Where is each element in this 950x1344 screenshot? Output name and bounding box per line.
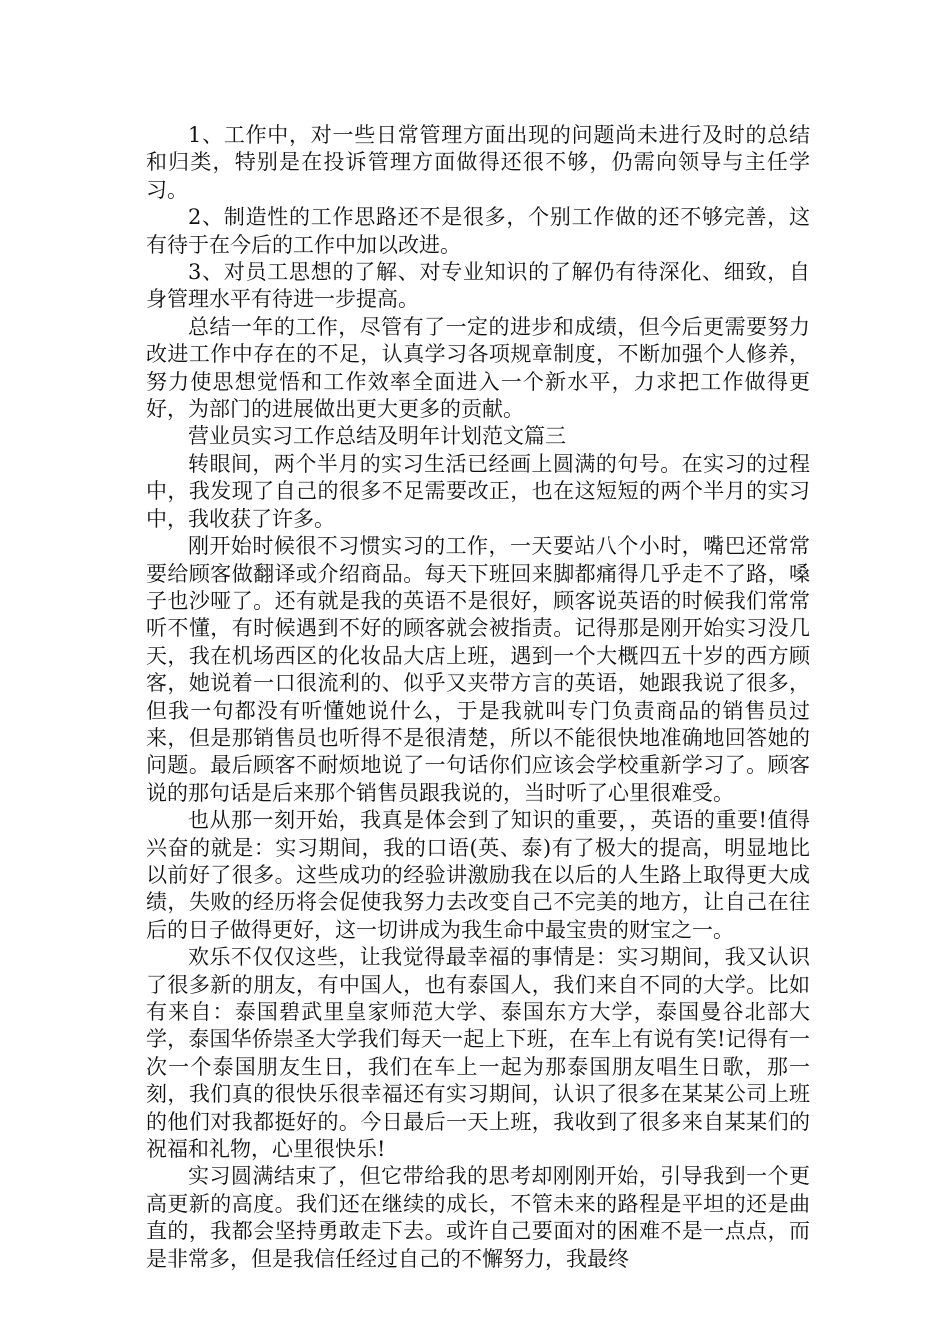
paragraph-early-days: 刚开始时候很不习惯实习的工作，一天要站八个小时，嘴巴还常常要给顾客做翻译或介绍商品。每天下班回来脚都痛得几乎走不了路，嗓子也沙哑了。还有就是我的英语不是很好，顾客说英语的时候我们常常听不懂，有时候遇到不好的顾客就会被指责。记得那是刚开始实习没几天，我在机场西区的化妆品大店上班，遇到一个大概四五十岁的西方顾客，她说着一口很流利的、似乎又夹带方言的英语，她跟我说了很多，但我一句都没有听懂她说什么，于是我就叫专门负责商品的销售员过来，但是那销售员也听得不是很清楚，所以不能很快地准确地回答她的问题。最后顾客不耐烦地说了一句话你们应该会学校重新学习了。顾客说的那句话是后来那个销售员跟我说的，当时听了心里很难受。 — [146, 534, 810, 805]
document-body — [146, 122, 810, 1273]
paragraph-summary: 总结一年的工作，尽管有了一定的进步和成绩，但今后更需要努力改进工作中存在的不足，认真学习各项规章制度，不断加强个人修养，努力使思想觉悟和工作效率全面进入一个新水平，力求把工作做得更好，为部门的进展做出更大更多的贡献。 — [146, 314, 810, 422]
paragraph-issue-3: 3、对员工思想的了解、对专业知识的了解仍有待深化、细致，自身管理水平有待进一步提高。 — [146, 260, 810, 312]
paragraph-intro: 转眼间，两个半月的实习生活已经画上圆满的句号。在实习的过程中，我发现了自己的很多不足需要改正，也在这短短的两个半月的实习中，我收获了许多。 — [146, 451, 810, 531]
section-heading: 营业员实习工作总结及明年计划范文篇三 — [188, 424, 566, 449]
paragraph-issue-1: 1、工作中，对一些日常管理方面出现的问题尚未进行及时的总结和归类，特别是在投诉管理方面做得还很不够，仍需向领导与主任学习。 — [146, 123, 810, 202]
paragraph-issue-2: 2、制造性的工作思路还不是很多，个别工作做的还不够完善，这有待于在今后的工作中加以改进。 — [146, 205, 810, 257]
paragraph-friends: 欢乐不仅仅这些，让我觉得最幸福的事情是：实习期间，我又认识了很多新的朋友，有中国人，也有泰国人，我们来自不同的大学。比如有来自：泰国碧武里皇家师范大学、泰国东方大学，泰国曼谷北部大学，泰国华侨崇圣大学我们每天一起上下班，在车上有说有笑!记得有一次一个泰国朋友生日，我们在车上一起为那泰国朋友唱生日歌，那一刻，我们真的很快乐很幸福还有实习期间，认识了很多在某某公司上班的他们对我都挺好的。今日最后一天上班，我收到了很多来自某某们的祝福和礼物，心里很快乐! — [146, 945, 810, 1162]
paragraph-knowledge: 也从那一刻开始，我真是体会到了知识的重要，，英语的重要!值得兴奋的就是：实习期间，我的口语(英、泰)有了极大的提高，明显地比以前好了很多。这些成功的经验讲激励我在以后的人生路上取得更大成绩，失败的经历将会促使我努力去改变自己不完美的地方，让自己在往后的日子做得更好，这一切讲成为我生命中最宝贵的财宝之一。 — [146, 808, 810, 942]
paragraph-conclusion: 实习圆满结束了，但它带给我的思考却刚刚开始，引导我到一个更高更新的高度。我们还在继续的成长，不管未来的路程是平坦的还是曲直的，我都会坚持勇敢走下去。或许自己要面对的困难不是一点点，而是非常多，但是我信任经过自己的不懈努力，我最终 — [146, 1164, 810, 1271]
